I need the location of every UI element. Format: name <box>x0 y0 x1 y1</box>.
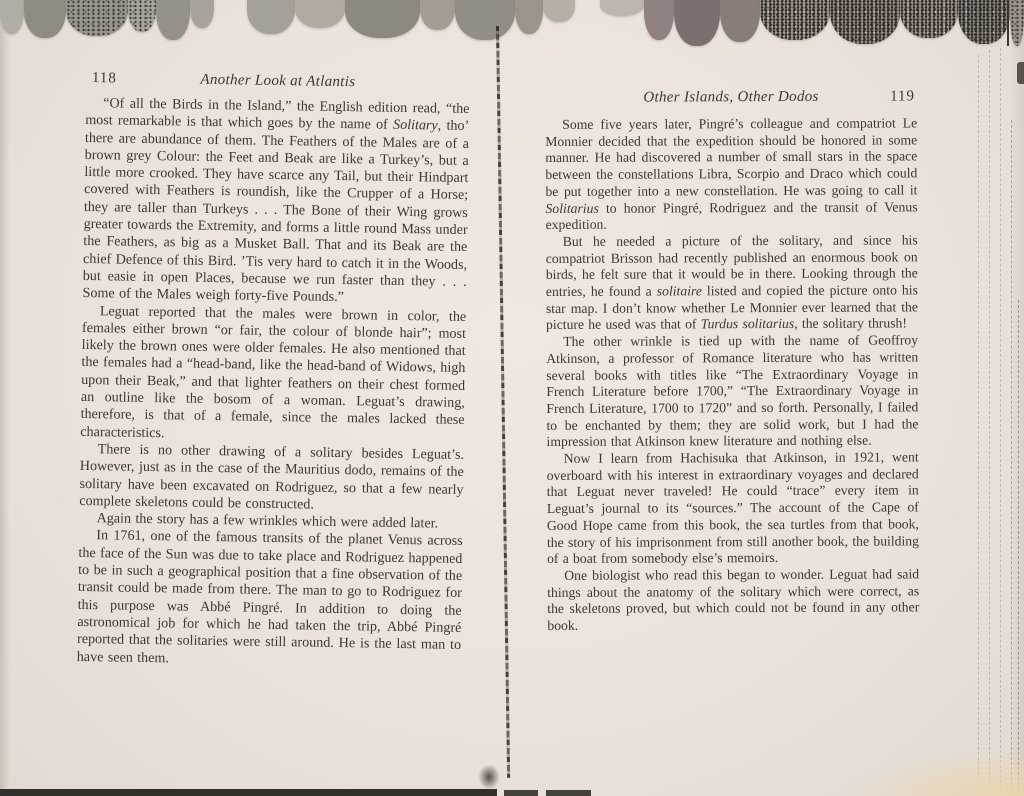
page-edge-blob <box>66 0 128 36</box>
page-edge-crease <box>1007 0 1009 46</box>
right-running-head: Other Islands, Other Dodos <box>643 88 819 106</box>
page-edge-blob <box>247 0 295 34</box>
page-edge-blob <box>1010 0 1024 46</box>
paragraph: “Of all the Birds in the Island,” the English edition read, “the most remarkable is that which goes by the name of Solitary, tho’ there are abundance of them. The Feathers of the Males are of a brown grey Colour: the Feet and Beak are like a Turkey’s, but a little more crooked. They have scarce any Tail, but their Hindpart covered with Feathers is roundish, like the Crupper of a Horse; they are taller than Turkeys . . . The Bone of their Wing grows greater towards the Extremity, and forms a little round Mass under the Feathers, as big as a Musket Ball. That and its Beak are the chief Defence of this Bird. ’Tis very hard to catch it in the Woods, but easie in open Places, because we run faster than they . . . Some of the Males weigh forty-five Pounds.” <box>82 95 470 306</box>
right-page-number: 119 <box>890 88 916 105</box>
page-edge-blob <box>674 0 720 46</box>
paragraph: But he needed a picture of the solitary, and since his compatriot Brisson had recently published an enormous book on birds, he felt sure that it would be in there. Looking through the entries, he found a solitaire listed and copied the picture onto his star map. I don’t know whether Le Monnier ever learned that the picture he used was that of Turdus solitarius, the solitary thrush! <box>545 232 918 333</box>
paragraph: In 1761, one of the famous transits of the planet Venus across the face of the Sun was due to take place and Rodriguez happened to be in such a geographical position that a fine observation of the transit could be made from there. The man to go to Rodriguez for this purpose was Abbé Pingré. In addition to doing the astronomical job for which he had taken the trip, Abbé Pingré reported that the solitaries were still around. He is the last man to have seen them. <box>76 527 463 666</box>
page-edge-blob <box>644 0 674 40</box>
paragraph: Some five years later, Pingré’s colleague and compatriot Le Monnier decided that the expedition should be honored in some manner. He had discovered a number of small stars in the space between the constellations Libra, Scorpio and Draco which could be put together into a new constellation. He was going to call it Solitarius to honor Pingré, Rodriguez and the transit of Venus expedition. <box>545 115 918 233</box>
paragraph: The other wrinkle is tied up with the name of Geoffroy Atkinson, a professor of Romance literature who has written several books with titles like “The Extraordinary Voyage in French Literature before 1700,” “The Extraordinary Voyage in French Literature, 1700 to 1720” and so forth. Personally, I failed to be enchanted by them; they are solid work, but I had the impression that Atkinson knew literature and nothing else. <box>546 332 919 450</box>
page-edge-blob <box>0 0 24 34</box>
page-edge-blob-glitter <box>958 0 1010 44</box>
page-edge-blob <box>345 0 420 38</box>
bottom-shadow-tab <box>504 790 538 796</box>
paragraph: There is no other drawing of a solitary besides Leguat’s. However, just as in the case of the Mauritius dodo, remains of the solitary have been excavated on Rodriguez, so that a few nearly complete skeletons could be constructed. <box>79 441 465 513</box>
paragraph: Again the story has a few wrinkles which were added later. <box>96 510 439 532</box>
page-edge-blob <box>295 0 345 28</box>
right-page <box>545 88 919 634</box>
stacked-page-edge-line <box>989 50 990 780</box>
left-page <box>77 70 470 672</box>
stacked-page-edge-line <box>1000 48 1001 788</box>
page-edge-blob <box>455 0 515 40</box>
page-edge-blob <box>543 0 575 22</box>
right-page-text <box>545 115 919 634</box>
page-edge-notch <box>1017 62 1024 84</box>
left-page-text <box>77 95 470 672</box>
left-running-head: Another Look at Atlantis <box>200 71 356 91</box>
page-edge-blob <box>515 0 543 34</box>
page-edge-blob <box>128 0 156 32</box>
page-edge-blob <box>420 0 455 30</box>
gutter-bottom-smudge <box>478 764 500 790</box>
page-edge-blob <box>600 0 644 16</box>
book-gutter-line <box>496 26 510 778</box>
stacked-page-edge-line <box>1011 120 1012 790</box>
right-page-header <box>545 88 917 114</box>
page-edge-blob-glitter <box>830 0 900 44</box>
page-edge-blob-glitter <box>760 0 830 40</box>
book-top-page-edges <box>0 0 1024 52</box>
page-edge-blob <box>24 0 66 38</box>
page-edge-blob-glitter <box>900 0 958 38</box>
left-page-number: 118 <box>91 70 117 87</box>
paragraph: Leguat reported that the males were brown in color, the females either brown “or fair, the colour of blonde hair”; most likely the brown ones were older females. He also mentioned that the females had a “head-band, like the head-band of Widows, high upon their Beak,” and that lighter feathers on their chest formed an outline like the bosom of a woman. Leguat’s drawing, therefore, is that of a female, since the males lacked these characteristics. <box>80 302 467 441</box>
paragraph: Now I learn from Hachisuka that Atkinson, in 1921, went overboard with his interest in extraordinary voyages and declared that Leguat never traveled! He could “trace” every item in Leguat’s journal to its “sources.” The account of the Cape of Good Hope came from this book, the sea turtles from that book, the story of his imprisonment from still another book, the building of a boat from somebody else’s memoirs. <box>546 449 920 567</box>
bottom-shadow-band <box>0 789 497 796</box>
page-edge-blob <box>156 0 190 40</box>
corner-tan-tint <box>854 750 1024 796</box>
page-edge-blob <box>720 0 760 42</box>
stacked-page-edge-line <box>978 55 979 775</box>
paragraph: One biologist who read this began to wonder. Leguat had said things about the anatomy of the solitary which were correct, as the skeletons proved, but which could not be found in any other book. <box>547 566 920 634</box>
page-edge-blob <box>190 0 214 28</box>
stacked-page-edge-line <box>1018 300 1019 790</box>
bottom-shadow-tab <box>546 790 591 796</box>
